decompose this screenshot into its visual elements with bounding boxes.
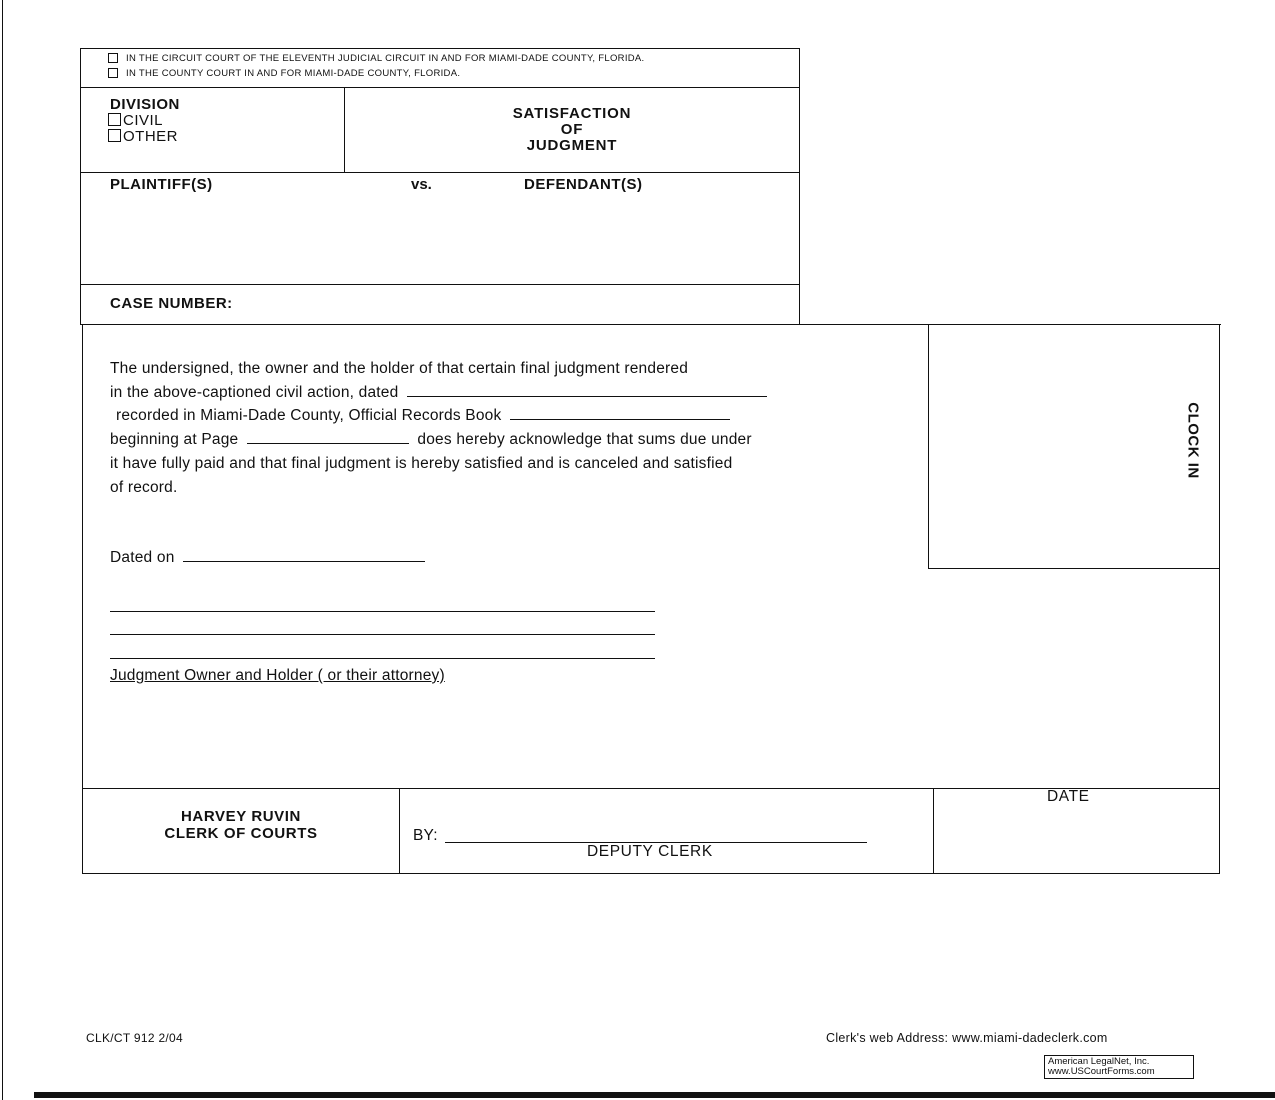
publisher-name: American LegalNet, Inc. bbox=[1048, 1056, 1150, 1067]
statement-text: recorded in Miami-Dade County, Official Records Book bbox=[116, 407, 502, 424]
clock-in-label: CLOCK IN bbox=[1184, 402, 1202, 479]
date-label: DATE bbox=[1047, 788, 1090, 805]
statement-line-5: it have fully paid and that final judgment is hereby satisfied and is canceled and satisfied bbox=[110, 455, 733, 472]
judgment-date-field[interactable] bbox=[407, 384, 767, 397]
statement-line-6: of record. bbox=[110, 479, 178, 496]
publisher-stamp bbox=[1044, 1055, 1194, 1079]
footer-bottom-line bbox=[82, 873, 1220, 874]
signature-line[interactable] bbox=[110, 658, 655, 659]
defendant-label: DEFENDANT(S) bbox=[524, 176, 643, 193]
clock-in-box-left bbox=[928, 324, 929, 569]
statement-text: beginning at Page bbox=[110, 431, 239, 448]
court-option-circuit[interactable]: IN THE CIRCUIT COURT OF THE ELEVENTH JUDICIAL CIRCUIT IN AND FOR MIAMI-DADE COUNTY, FLORIDA. bbox=[108, 53, 645, 64]
dated-on-row bbox=[110, 549, 425, 567]
clerk-name: HARVEY RUVIN bbox=[180, 808, 301, 825]
footer-divider-2 bbox=[933, 788, 934, 874]
vs-label: vs. bbox=[411, 176, 432, 193]
dated-on-label: Dated on bbox=[110, 549, 175, 566]
division-label: DIVISION bbox=[110, 96, 180, 113]
case-number-label: CASE NUMBER: bbox=[110, 295, 233, 312]
signature-line[interactable] bbox=[110, 634, 655, 635]
title-line: JUDGMENT bbox=[526, 137, 618, 154]
scan-edge-bar bbox=[34, 1092, 1275, 1098]
frame-right-line bbox=[1219, 324, 1220, 874]
checkbox-icon[interactable] bbox=[108, 113, 121, 126]
page-edge-line bbox=[2, 0, 3, 1100]
statement-line-4 bbox=[110, 431, 752, 449]
form-number: CLK/CT 912 2/04 bbox=[86, 1031, 184, 1045]
clock-in-box-bottom bbox=[928, 568, 1220, 569]
checkbox-icon[interactable] bbox=[108, 53, 118, 63]
court-option-county[interactable]: IN THE COUNTY COURT IN AND FOR MIAMI-DADE COUNTY, FLORIDA. bbox=[108, 68, 460, 79]
statement-text: in the above-captioned civil action, dated bbox=[110, 384, 399, 401]
signature-line[interactable] bbox=[110, 611, 655, 612]
deputy-clerk-label: DEPUTY CLERK bbox=[587, 843, 713, 860]
plaintiff-label: PLAINTIFF(S) bbox=[110, 176, 213, 193]
checkbox-icon[interactable] bbox=[108, 129, 121, 142]
statement-line-1: The undersigned, the owner and the holder of that certain final judgment rendered bbox=[110, 360, 689, 377]
records-book-field[interactable] bbox=[510, 407, 730, 420]
statement-line-2 bbox=[110, 384, 767, 402]
statement-text: does hereby acknowledge that sums due under bbox=[417, 431, 752, 448]
division-option-other[interactable]: OTHER bbox=[108, 128, 178, 145]
clerk-title: CLERK OF COURTS bbox=[164, 825, 318, 842]
by-label: BY: bbox=[413, 827, 438, 844]
signature-caption: Judgment Owner and Holder ( or their attorney) bbox=[110, 667, 445, 684]
title-line: SATISFACTION bbox=[512, 105, 632, 122]
dated-on-field[interactable] bbox=[183, 549, 425, 562]
division-option-civil[interactable]: CIVIL bbox=[108, 112, 163, 129]
web-address: Clerk's web Address: www.miami-dadeclerk.com bbox=[826, 1031, 1108, 1045]
statement-line-3 bbox=[116, 407, 730, 425]
page-number-field[interactable] bbox=[247, 431, 409, 444]
frame-left-line bbox=[82, 324, 83, 874]
document-title bbox=[344, 106, 800, 154]
title-line: OF bbox=[560, 121, 584, 138]
publisher-url: www.USCourtForms.com bbox=[1048, 1066, 1155, 1077]
clerk-block bbox=[82, 808, 400, 842]
frame-top-right-line bbox=[799, 324, 1221, 325]
checkbox-icon[interactable] bbox=[108, 68, 118, 78]
